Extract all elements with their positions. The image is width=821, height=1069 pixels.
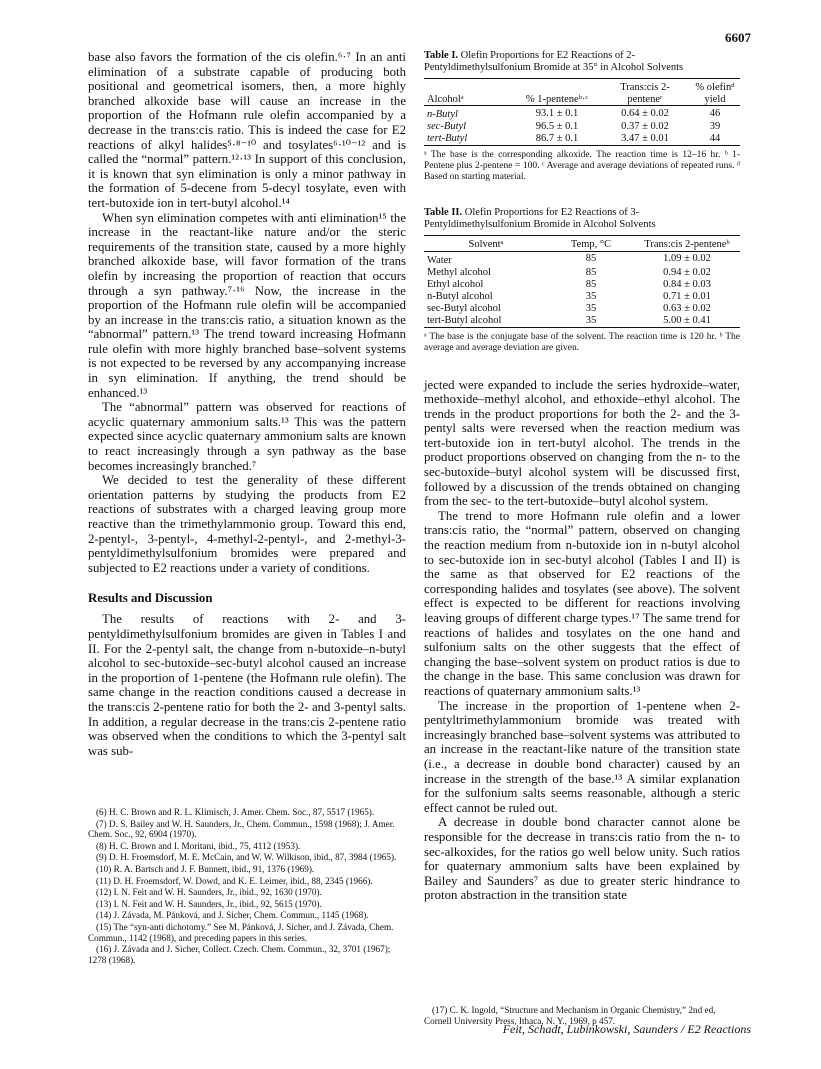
footnote: (14) J. Závada, M. Pánková, and J. Sicher, Chem. Commun., 1145 (1968). <box>96 910 369 921</box>
right-column <box>424 50 740 903</box>
column-header: Solventᵃ <box>424 236 548 252</box>
left-column <box>88 50 406 758</box>
body-paragraph: We decided to test the generality of these different orientation patterns by studying the products from E2 reactions of substrates with a charged leaving group more reactive than the trimethylammonio group. Toward this end, 2-pentyl-, 3-pentyl-, 4-methyl-2-pentyl-, and 2-methyl-3-pentyldimethylsulfonium bromides were prepared and subjected to E2 reactions under a variety of conditions. <box>88 473 406 575</box>
table-row: Methyl alcohol 85 0.94 ± 0.02 <box>427 266 711 278</box>
table-label: Table II. <box>424 207 463 218</box>
footnote: (15) The “syn-anti dichotomy.” See M. Pánková, J. Sicher, and J. Závada, Chem. Commun., 1142 (1968), and preceding papers in this series. <box>88 921 394 943</box>
running-footer: Feit, Schadt, Lubinkowski, Saunders / E2 Reactions <box>502 1022 751 1036</box>
page-number: 6607 <box>725 30 751 45</box>
table-note: ᵃ The base is the conjugate base of the solvent. The reaction time is 120 hr. ᵇ The average and average deviation are given. <box>424 331 740 353</box>
table-row: tert-Butyl 86.7 ± 0.1 3.47 ± 0.01 44 <box>424 133 740 146</box>
table-title: Olefin Proportions for E2 Reactions of 2-Pentyldimethylsulfonium Bromide at 35° in Alcohol Solvents <box>424 50 684 73</box>
table-row: sec-Butyl alcohol 35 0.63 ± 0.02 <box>427 302 711 314</box>
body-paragraph: The increase in the proportion of 1-pentene when 2-pentyltrimethylammonium bromide was treated with increasingly branched base–solvent systems was attributed to an increase in the reactant-like nature of the transition state (i.e., a decrease in double bond character) caused by an increase in the strength of the base.¹³ A similar explanation for the sulfonium salts seems reasonable, although a steric effect cannot be ruled out. <box>424 698 740 815</box>
table-caption <box>424 50 740 74</box>
footnote: (17) C. K. Ingold, “Structure and Mechanism in Organic Chemistry,” 2nd ed, Cornell University Press, Ithaca, N. Y., 1969, p 457. <box>424 1005 716 1026</box>
footnote: (11) D. H. Froemsdorf, W. Dowd, and K. E. Leimer, ibid., 88, 2345 (1966). <box>96 875 373 886</box>
footnote: (8) H. C. Brown and I. Moritani, ibid., 75, 4112 (1953). <box>96 840 301 851</box>
footnote: (12) I. N. Feit and W. H. Saunders, Jr., ibid., 92, 1630 (1970). <box>96 887 322 898</box>
table-1 <box>424 50 740 183</box>
column-header: Trans:cis 2-penteneᶜ <box>600 79 690 106</box>
section-heading: Results and Discussion <box>88 591 213 606</box>
footnote: (13) I. N. Feit and W. H. Saunders, Jr., ibid., 92, 5615 (1970). <box>96 898 322 909</box>
body-paragraph: A decrease in double bond character cannot alone be responsible for the decrease in trans:cis ratio from the n- to sec-alkoxides, for the ratios go well below unity. Such ratios for quaternary ammonium salts have been explained by Bailey and Saunders⁷ as due to greater steric hindrance to proton abstraction in the transition state <box>424 815 740 903</box>
table-2 <box>424 207 740 354</box>
table-caption <box>424 207 740 231</box>
footnotes-left <box>88 807 406 966</box>
right-body <box>424 378 740 903</box>
footnote: (10) R. A. Bartsch and J. F. Bunnett, ibid., 91, 1376 (1969). <box>96 863 315 874</box>
column-header: Alcoholᵃ <box>424 79 514 106</box>
body-paragraph: base also favors the formation of the cis olefin.⁶·⁷ In an anti elimination of a substrate capable of producing both positional and geometrical isomers, then, a more highly branched alkoxide base will cause an increase in the proportion of the Hofmann rule olefin accompanied by a decrease in the trans:cis ratio. This is indeed the case for E2 reactions of alkyl halides⁵·⁸⁻¹⁰ and tosylates⁶·¹⁰⁻¹² and is called the “normal” pattern.¹²·¹³ In support of this conclusion, it is known that syn elimination is only a minor pathway in the formation of 5-decene from 5-decyl tosylate, even with tert-butoxide ion in tert-butyl alcohol.¹⁴ <box>88 50 406 210</box>
table-row: n-Butyl alcohol 35 0.71 ± 0.01 <box>427 290 711 302</box>
footnote: (9) D. H. Froemsdorf, M. E. McCain, and W. W. Wilkison, ibid., 87, 3984 (1965). <box>96 852 397 863</box>
table-label: Table I. <box>424 50 459 61</box>
data-table <box>424 78 740 146</box>
table-row: Water 85 1.09 ± 0.02 <box>427 253 711 266</box>
column-header: % olefinᵈ yield <box>690 79 740 106</box>
body-paragraph: The results of reactions with 2- and 3-pentyldimethylsulfonium bromides are given in Tables I and II. For the 2-pentyl salt, the change from n-butoxide–n-butyl alcohol to sec-butoxide–sec-butyl alcohol caused an increase in the proportion of 1-pentene (the Hofmann rule olefin). The same change in the reaction conditions caused a decrease in the trans:cis 2-pentene ratio for both the 2- and 3-pentyl salts. In addition, a regular decrease in the trans:cis 2-pentene ratio was observed when the conditions to which the 3-pentyl salt was sub- <box>88 612 406 758</box>
table-title: Olefin Proportions for E2 Reactions of 3-Pentyldimethylsulfonium Bromide in Alcohol Solvents <box>424 207 656 230</box>
data-table <box>424 235 740 328</box>
footnote: (16) J. Závada and J. Sicher, Collect. Czech. Chem. Commun., 32, 3701 (1967); 1278 (1968). <box>88 944 391 965</box>
table-row: Ethyl alcohol 85 0.84 ± 0.03 <box>427 278 711 290</box>
footnote: (6) H. C. Brown and R. L. Klimisch, J. Amer. Chem. Soc., 87, 5517 (1965). <box>96 807 375 817</box>
body-paragraph: When syn elimination competes with anti elimination¹⁵ the increase in the reactant-like nature and/or the steric requirements of the transition state, caused by a more highly branched alkoxide base, will favor formation of the trans olefin by increasing the proportion of reaction that occurs through a syn pathway.⁷·¹⁶ Now, the increase in the proportion of the Hofmann rule olefin will be accompanied by an increase in the trans:cis ratio, a situation known as the “abnormal” pattern.¹³ The trend toward increasing Hofmann rule olefin with more highly branched base–solvent systems is not expected to be reversed by any accompanying increase in syn elimination. If anything, the trend should be enhanced.¹³ <box>88 210 406 400</box>
body-paragraph: jected were expanded to include the series hydroxide–water, methoxide–methyl alcohol, and ethoxide–ethyl alcohol. The trends in the product proportions for both the 2- and the 3-pentyl salts were reversed when the reaction medium was tert-butoxide ion in tert-butyl alcohol. The trends in the product proportions observed on changing from the n- to the sec-butoxide–butyl alcohol system will be discussed first, followed by a discussion of the trends obtained on changing from the sec- to the tert-butoxide–butyl alcohol system. <box>424 377 740 509</box>
table-note: ᵃ The base is the corresponding alkoxide. The reaction time is 12–16 hr. ᵇ 1-Pentene plus 2-pentene = 100. ᶜ Average and average deviations of repeated runs. ᵈ Based on starting material. <box>424 150 740 182</box>
table-row: n-Butyl 93.1 ± 0.1 0.64 ± 0.02 46 <box>427 107 721 120</box>
column-header: Temp, °C <box>548 236 634 252</box>
footnote: (7) D. S. Bailey and W. H. Saunders, Jr., Chem. Commun., 1598 (1968); J. Amer. Chem. Soc., 92, 6904 (1970). <box>88 818 395 840</box>
table-row: sec-Butyl 96.5 ± 0.1 0.37 ± 0.02 39 <box>427 121 721 132</box>
column-header: % 1-penteneᵇ·ᶜ <box>514 79 600 106</box>
body-paragraph: The “abnormal” pattern was observed for reactions of acyclic quaternary ammonium salts.¹³ This was the pattern expected since acyclic quaternary ammonium salts are known to react increasingly through a syn pathway as the base becomes increasingly branched.⁷ <box>88 400 406 473</box>
table-row: tert-Butyl alcohol 35 5.00 ± 0.41 <box>424 315 740 328</box>
body-paragraph: The trend to more Hofmann rule olefin and a lower trans:cis ratio, the “normal” pattern, observed on changing the reaction medium from n-butoxide ion in n-butyl alcohol to sec-butoxide ion in sec-butyl alcohol (Tables I and II) is the same as that observed for E2 reactions of the corresponding halides and tosylates (see above). The solvent effect is expected to be different for reactions involving leaving groups of different charge types.¹⁷ The same trend for reactions of halides and tosylates on the one hand and sulfonium salts on the other suggests that the effect of changing the base–solvent system on product ratios is due to the change in the base. This same conclusion was drawn for reactions of quaternary ammonium salts.¹³ <box>424 508 740 698</box>
column-header: Trans:cis 2-penteneᵇ <box>634 236 740 252</box>
